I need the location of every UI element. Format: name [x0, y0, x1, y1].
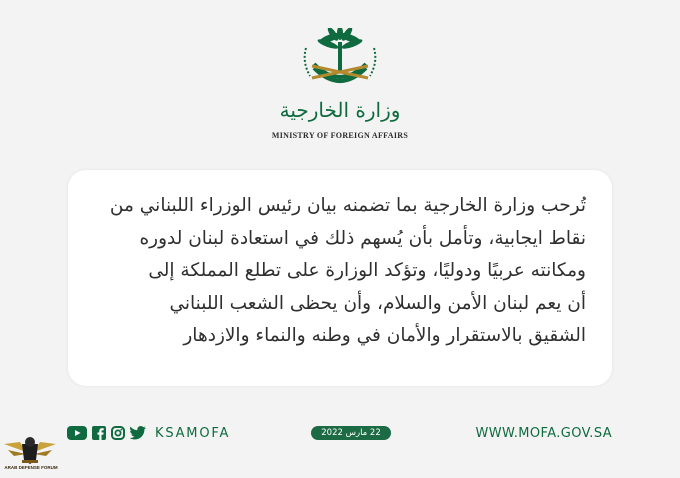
ministry-name-arabic: وزارة الخارجية [279, 98, 401, 122]
statement-line: تُرحب وزارة الخارجية بما تضمنه بيان رئيس الوزراء اللبناني من [109, 195, 586, 216]
statement-card [68, 170, 612, 386]
statement-text [86, 190, 586, 353]
date-badge: 22 مارس 2022 [311, 426, 391, 440]
social-links [67, 424, 230, 442]
facebook-icon[interactable] [92, 426, 106, 440]
statement-line: نقاط ايجابية، وتأمل بأن يُسهم ذلك في استعادة لبنان لدوره [139, 227, 586, 249]
watermark-text: ARAB DEFENSE FORUM [4, 465, 58, 470]
statement-line: أن يعم لبنان الأمن والسلام، وأن يحظى الشعب اللبناني [169, 292, 586, 314]
forum-watermark-logo-icon [0, 430, 60, 478]
instagram-icon[interactable] [111, 426, 125, 440]
social-handle[interactable]: KSAMOFA [155, 425, 231, 441]
twitter-icon[interactable] [130, 426, 146, 440]
website-link[interactable]: WWW.MOFA.GOV.SA [475, 426, 612, 441]
statement-line: ومكانته عربيًا ودوليًا، وتؤكد الوزارة على تطلع المملكة إلى [148, 260, 586, 281]
statement-line: الشقيق بالاستقرار والأمان في وطنه والنماء والازدهار [183, 325, 586, 346]
ministry-name-english: MINISTRY OF FOREIGN AFFAIRS [271, 131, 409, 140]
saudi-emblem-icon [300, 28, 380, 96]
youtube-icon[interactable] [67, 426, 87, 440]
